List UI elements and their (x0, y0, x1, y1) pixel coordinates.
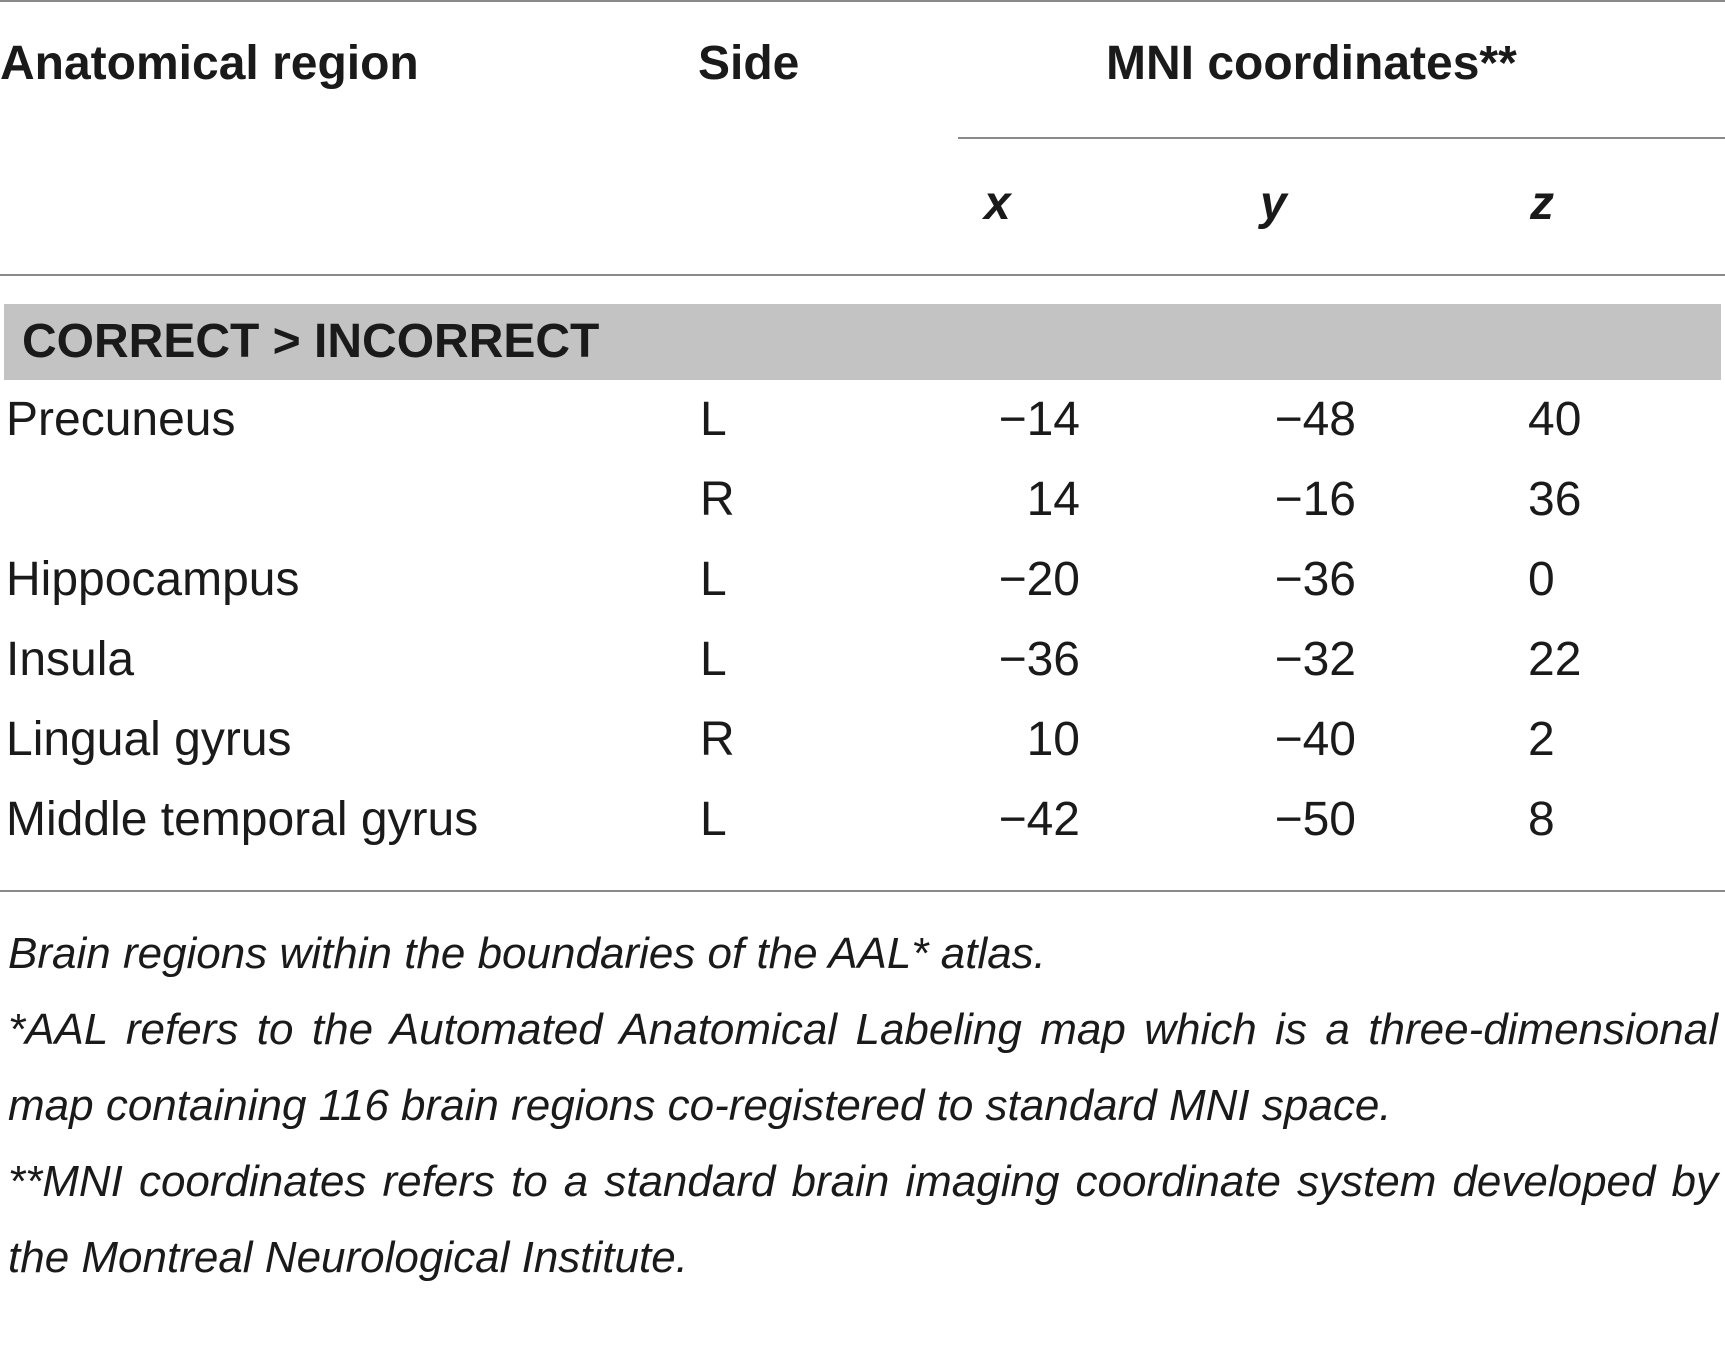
table-footnotes (8, 916, 1718, 1296)
cell-side: R (700, 713, 735, 766)
cell-x: −20 (998, 553, 1080, 606)
header-z: z (1530, 177, 1554, 230)
section-label: CORRECT > INCORRECT (22, 315, 600, 368)
footnote-regions: Brain regions within the boundaries of the AAL* atlas. (8, 929, 1046, 978)
cell-y: −48 (1274, 393, 1356, 446)
cell-x: −14 (998, 393, 1080, 446)
cell-side: L (700, 553, 727, 606)
table-bottom-rule (0, 890, 1725, 892)
cell-z: 22 (1528, 633, 1582, 686)
table-row (0, 540, 1725, 620)
header-x: x (984, 177, 1011, 230)
header-bottom-rule (0, 274, 1725, 276)
header-y: y (1260, 177, 1287, 230)
table-row (0, 380, 1725, 460)
cell-y: −36 (1274, 553, 1356, 606)
cell-z: 36 (1528, 473, 1582, 526)
cell-region: Lingual gyrus (6, 713, 292, 766)
cell-x: 10 (1026, 713, 1080, 766)
top-rule (0, 0, 1725, 2)
header-mni-coordinates: MNI coordinates** (1106, 37, 1517, 90)
cell-z: 8 (1528, 793, 1555, 846)
cell-side: L (700, 393, 727, 446)
cell-z: 0 (1528, 553, 1555, 606)
cell-region: Insula (6, 633, 135, 686)
cell-z: 2 (1528, 713, 1555, 766)
cell-region: Precuneus (6, 393, 236, 446)
mni-subheader-rule (958, 137, 1725, 139)
cell-side: R (700, 473, 735, 526)
cell-region: Hippocampus (6, 553, 300, 606)
cell-x: −36 (998, 633, 1080, 686)
header-side: Side (698, 37, 800, 90)
cell-x: 14 (1026, 473, 1080, 526)
cell-y: −40 (1274, 713, 1356, 766)
table-row (0, 780, 1725, 860)
cell-side: L (700, 793, 727, 846)
header-anatomical-region: Anatomical region (0, 37, 419, 90)
cell-region: Middle temporal gyrus (6, 793, 479, 846)
table-row (0, 700, 1725, 780)
table-row (0, 620, 1725, 700)
cell-y: −16 (1274, 473, 1356, 526)
cell-y: −50 (1274, 793, 1356, 846)
cell-side: L (700, 633, 727, 686)
table-row (0, 460, 1725, 540)
footnote-aal: *AAL refers to the Automated Anatomical Labeling map which is a three-dimensional map containing 116 brain regions co-registered to standard MNI space. (8, 1005, 1718, 1130)
cell-x: −42 (998, 793, 1080, 846)
footnote-mni: **MNI coordinates refers to a standard brain imaging coordinate system developed by the Montreal Neurological Institute. (8, 1157, 1718, 1282)
cell-y: −32 (1274, 633, 1356, 686)
cell-z: 40 (1528, 393, 1582, 446)
